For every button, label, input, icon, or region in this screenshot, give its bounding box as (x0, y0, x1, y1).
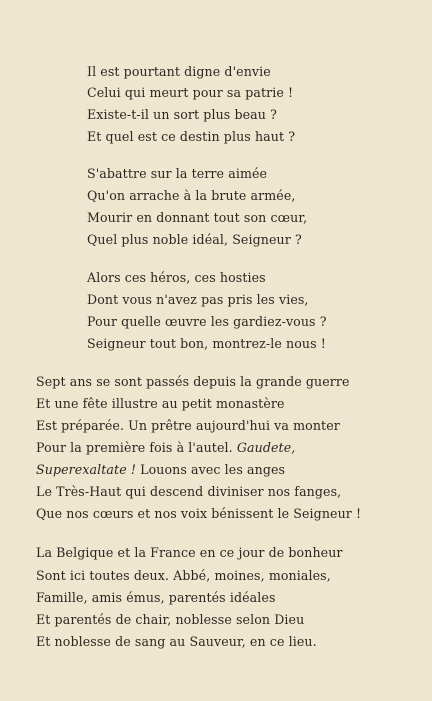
poem-line: Pour quelle œuvre les gardiez-vous ? (87, 314, 327, 329)
poem-line (36, 440, 295, 456)
poem-line: Alors ces héros, ces hosties (87, 270, 266, 285)
poem-line (36, 462, 285, 478)
poem-line: Celui qui meurt pour sa patrie ! (87, 85, 294, 100)
poem-line: Dont vous n'avez pas pris les vies, (87, 292, 309, 307)
poem-line: S'abattre sur la terre aimée (87, 166, 268, 181)
latin-phrase: Superexaltate ! (36, 462, 137, 477)
poem-line: Le Très-Haut qui descend diviniser nos fanges, (36, 484, 342, 499)
poem-line: Existe-t-il un sort plus beau ? (87, 107, 277, 122)
poem-line: Seigneur tout bon, montrez-le nous ! (87, 336, 326, 351)
poem-line: Quel plus noble idéal, Seigneur ? (87, 232, 302, 247)
poem-line: Sont ici toutes deux. Abbé, moines, moniales, (36, 568, 331, 583)
poem-line: La Belgique et la France en ce jour de bonheur (36, 545, 343, 560)
poem-line: Et une fête illustre au petit monastère (36, 396, 285, 411)
poem-line: Et quel est ce destin plus haut ? (87, 129, 296, 144)
poem-line: Et noblesse de sang au Sauveur, en ce lieu. (36, 634, 317, 649)
poem-line: Sept ans se sont passés depuis la grande guerre (36, 374, 350, 389)
poem-line: Mourir en donnant tout son cœur, (87, 210, 308, 225)
latin-phrase: Gaudete, (236, 440, 296, 455)
poem-line: Qu'on arrache à la brute armée, (87, 188, 296, 203)
poem-line: Que nos cœurs et nos voix bénissent le Seigneur ! (36, 506, 362, 521)
poem-text: Louons avec les anges (136, 462, 286, 477)
poem-line: Est préparée. Un prêtre aujourd'hui va monter (36, 418, 340, 433)
poem-line: Famille, amis émus, parentés idéales (36, 590, 276, 605)
poem-line: Et parentés de chair, noblesse selon Dieu (36, 612, 305, 627)
poem-text: Pour la première fois à l'autel. (36, 440, 237, 455)
poem-line: Il est pourtant digne d'envie (87, 64, 271, 79)
